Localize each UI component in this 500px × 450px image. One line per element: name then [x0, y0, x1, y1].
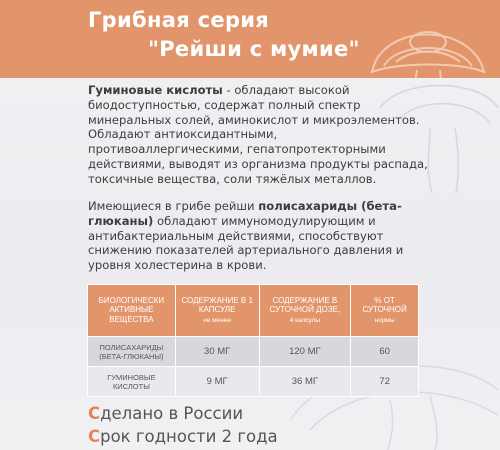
table-header-cell: % ОТ СУТОЧНОЙ нормы	[351, 285, 419, 337]
made-in-russia-text: Сделано в России	[88, 404, 244, 423]
table-cell-name: ПОЛИСАХАРИДЫ (БЕТА-ГЛЮКАНЫ)	[88, 337, 176, 367]
table-header-cell: БИОЛОГИЧЕСКИ АКТИВНЫЕ ВЕЩЕСТВА	[88, 285, 176, 337]
header-title-line1: Грибная серия	[88, 8, 270, 32]
paragraph-polysaccharides	[88, 199, 428, 273]
table-cell-percent: 72	[351, 367, 419, 397]
paragraph2-text-after: обладают иммуномодулирующим и антибактериальным действиями, способствуют снижению показателей артериального давления и уровня холестерина в крови.	[88, 213, 404, 273]
mushroom-outline-icon	[362, 2, 492, 78]
table-cell-name: ГУМИНОВЫЕ КИСЛОТЫ	[88, 367, 176, 397]
table-row	[88, 337, 419, 367]
table-cell-per-capsule: 9 МГ	[175, 367, 259, 397]
table-cell-percent: 60	[351, 337, 419, 367]
paragraph2-bold: полисахариды (бета-глюканы)	[88, 199, 402, 228]
header-title-line2: "Рейши с мумие"	[148, 37, 360, 61]
paragraph2-text-before: Имеющиеся в грибе рейши	[88, 199, 259, 213]
table-cell-per-day: 120 МГ	[259, 337, 351, 367]
paragraph-humic-acids	[88, 83, 428, 187]
table-header-cell: СОДЕРЖАНИЕ В СУТОЧНОЙ ДОЗЕ, 4 капсулы	[259, 285, 351, 337]
paragraph1-bold: Гуминовые кислоты	[88, 83, 223, 97]
table-header-cell: СОДЕРЖАНИЕ В 1 КАПСУЛЕ не менее	[175, 285, 259, 337]
composition-table	[87, 284, 419, 397]
header-banner	[0, 0, 500, 78]
table-cell-per-day: 36 МГ	[259, 367, 351, 397]
table-cell-per-capsule: 30 МГ	[175, 337, 259, 367]
paragraph1-text: - обладают высокой биодоступностью, содержат полный спектр минеральных солей, аминокислот и микроэлементов. Обладают антиоксидантными, противоаллергическими, гепатопротекторными действиями, выводят из организма продукты распада, токсичные вещества, соли тяжёлых металлов.	[88, 83, 428, 186]
shelf-life-text: Срок годности 2 года	[88, 427, 278, 446]
table-header-row	[88, 285, 419, 337]
table-row	[88, 367, 419, 397]
